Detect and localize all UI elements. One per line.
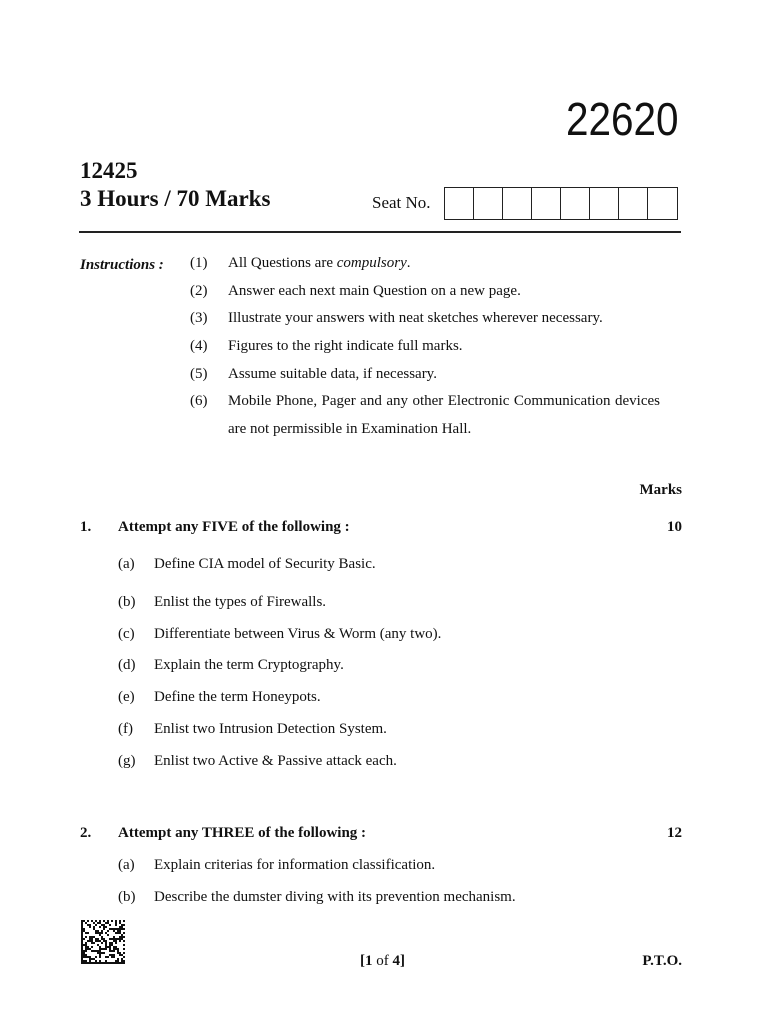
question-number: 2.: [80, 825, 92, 841]
instruction-number: (2): [190, 282, 208, 299]
sub-question-text: Describe the dumster diving with its prevention mechanism.: [154, 889, 516, 905]
seat-number-box[interactable]: [474, 188, 503, 219]
sub-question-letter: (b): [118, 889, 136, 905]
instruction-item: [190, 393, 660, 449]
instruction-text: Answer each next main Question on a new page.: [228, 282, 521, 299]
sub-question-letter: (e): [118, 689, 135, 705]
sub-question-text: Enlist the types of Firewalls.: [154, 594, 327, 610]
instructions-label: Instructions :: [80, 257, 164, 273]
paper-code: 22620: [566, 93, 679, 145]
duration-marks: 3 Hours / 70 Marks: [80, 186, 271, 211]
instruction-text-part: All Questions are: [228, 255, 337, 271]
sub-question-letter: (d): [118, 657, 136, 673]
sub-question-text: Enlist two Intrusion Detection System.: [154, 721, 387, 737]
seat-number-box[interactable]: [445, 188, 474, 219]
instruction-text: Assume suitable data, if necessary.: [228, 365, 437, 382]
instruction-number: (1): [190, 255, 208, 271]
question-number: 1.: [80, 519, 92, 535]
instruction-text: Mobile Phone, Pager and any other Electronic Communication devices are not permissible in Examination Hall.: [228, 393, 660, 438]
datamatrix-code-icon: [81, 920, 125, 964]
instruction-number: (5): [190, 365, 208, 382]
instruction-number: (6): [190, 393, 208, 410]
seat-number-box[interactable]: [561, 188, 590, 219]
instruction-number: (3): [190, 310, 208, 327]
instruction-text: Figures to the right indicate full marks.: [228, 338, 463, 355]
page-number: [360, 953, 405, 970]
sub-question-letter: (b): [118, 594, 136, 610]
page-bracket-close: ]: [400, 953, 405, 969]
sub-question-letter: (f): [118, 721, 133, 737]
question-marks: 12: [667, 825, 682, 841]
seat-number-box[interactable]: [532, 188, 561, 219]
seat-number-box[interactable]: [503, 188, 532, 219]
marks-column-heading: Marks: [639, 482, 682, 498]
sub-question-text: Explain criterias for information classification.: [154, 857, 436, 873]
page-bracket-open: [: [360, 953, 365, 969]
instruction-emphasis: compulsory: [336, 255, 407, 271]
exam-code: 12425: [80, 158, 138, 183]
page-total: 4: [392, 953, 400, 969]
instruction-text: [228, 250, 660, 278]
instruction-text-part: .: [406, 255, 411, 271]
please-turn-over: P.T.O.: [642, 953, 682, 969]
instruction-text: Illustrate your answers with neat sketches wherever necessary.: [228, 310, 603, 327]
page-of: of: [372, 953, 393, 969]
seat-number-box[interactable]: [648, 188, 677, 219]
page-current: 1: [365, 953, 373, 969]
sub-question-letter: (g): [118, 753, 136, 769]
seat-number-box[interactable]: [619, 188, 648, 219]
sub-question-text: Enlist two Active & Passive attack each.: [154, 753, 397, 769]
header-divider: [79, 231, 681, 233]
sub-question-letter: (a): [118, 556, 135, 572]
sub-question-text: Explain the term Cryptography.: [154, 657, 344, 673]
question-marks: 10: [667, 519, 682, 535]
instructions-list: [190, 255, 660, 449]
seat-number-label: Seat No.: [372, 193, 431, 212]
sub-question-text: Define the term Honeypots.: [154, 689, 321, 705]
question-title: Attempt any FIVE of the following :: [118, 519, 350, 535]
instruction-number: (4): [190, 338, 208, 355]
sub-question-text: Differentiate between Virus & Worm (any two).: [154, 626, 442, 642]
sub-question-text: Define CIA model of Security Basic.: [154, 556, 376, 572]
seat-number-boxes: [444, 187, 678, 220]
seat-number-box[interactable]: [590, 188, 619, 219]
sub-question-letter: (c): [118, 626, 135, 642]
sub-question-letter: (a): [118, 857, 135, 873]
question-title: Attempt any THREE of the following :: [118, 825, 367, 841]
